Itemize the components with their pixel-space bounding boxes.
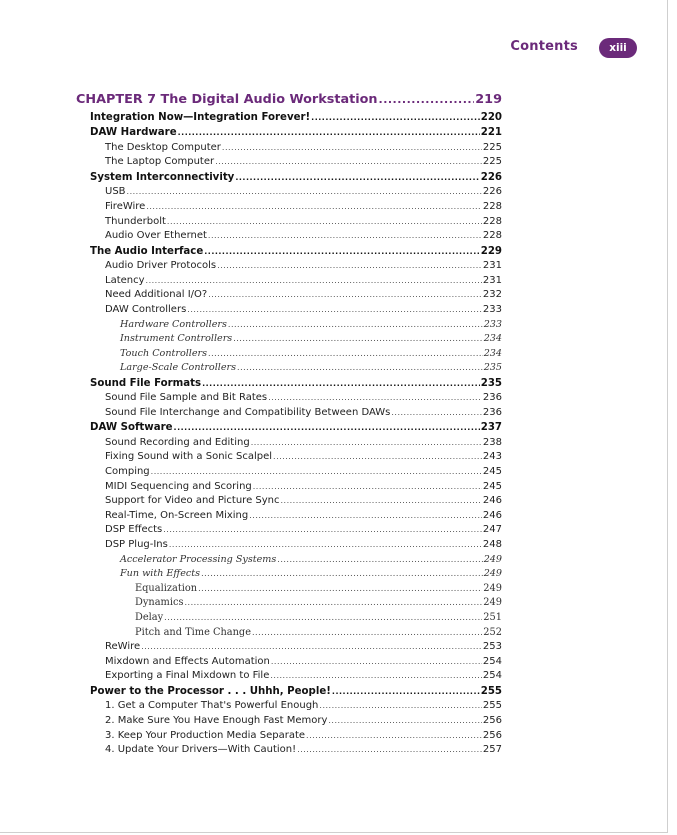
entry-title: MIDI Sequencing and Scoring <box>105 480 252 492</box>
toc-entry[interactable] <box>76 684 502 699</box>
entry-page: 236 <box>482 406 502 418</box>
dot-leader <box>277 553 482 568</box>
entry-title: The Laptop Computer <box>105 156 215 168</box>
dot-leader <box>217 259 482 274</box>
entry-page: 247 <box>482 524 502 536</box>
entry-title: 2. Make Sure You Have Enough Fast Memory <box>105 714 328 726</box>
entry-page: 249 <box>483 597 502 609</box>
toc-entry[interactable] <box>76 582 502 597</box>
toc-entry[interactable] <box>76 714 502 729</box>
toc-entry[interactable] <box>76 729 502 744</box>
dot-leader <box>281 494 482 509</box>
entry-title: Delay <box>135 611 164 623</box>
toc-entry[interactable] <box>76 376 502 391</box>
entry-title: USB <box>105 186 126 198</box>
entry-page: 234 <box>483 333 502 345</box>
entry-title: Sound File Interchange and Compatibility Between DAWs <box>105 406 391 418</box>
toc-entry[interactable] <box>76 155 502 170</box>
entry-page: 256 <box>482 729 502 741</box>
entry-title: DSP Plug-Ins <box>105 539 168 550</box>
dot-leader <box>271 655 482 670</box>
dot-leader <box>169 538 482 553</box>
dot-leader <box>198 582 482 597</box>
entry-page: 249 <box>483 582 502 594</box>
toc-entry[interactable] <box>76 125 502 140</box>
entry-title: Fun with Effects <box>120 568 201 580</box>
toc-entry[interactable] <box>76 391 502 406</box>
dot-leader <box>251 436 482 451</box>
running-header <box>0 38 677 60</box>
dot-leader <box>253 480 482 495</box>
entry-page: 254 <box>482 670 502 682</box>
entry-page: 231 <box>482 274 502 286</box>
dot-leader <box>311 110 480 125</box>
dot-leader <box>306 729 482 744</box>
entry-page: 249 <box>483 568 502 580</box>
entry-title: 1. Get a Computer That's Powerful Enough <box>105 700 319 712</box>
dot-leader <box>163 523 482 538</box>
toc-entry[interactable] <box>76 141 502 156</box>
entry-page: 225 <box>482 156 502 168</box>
dot-leader <box>167 215 482 230</box>
dot-leader <box>151 465 482 480</box>
entry-title: The Desktop Computer <box>105 141 221 153</box>
entry-title: DAW Controllers <box>105 303 187 315</box>
entry-page: 252 <box>483 626 502 638</box>
toc-entry[interactable] <box>76 494 502 509</box>
entry-title: 3. Keep Your Production Media Separate <box>105 729 306 741</box>
toc-entry[interactable] <box>76 229 502 244</box>
dot-leader <box>174 420 480 435</box>
dot-leader <box>141 640 482 655</box>
entry-page: 237 <box>480 422 502 434</box>
page-number-badge: xiii <box>599 38 637 58</box>
entry-title: The Audio Interface <box>90 245 204 257</box>
toc-entry[interactable] <box>76 509 502 524</box>
entry-title: 4. Update Your Drivers—With Caution! <box>105 744 297 756</box>
dot-leader <box>202 376 480 391</box>
entry-title: Sound File Sample and Bit Rates <box>105 392 268 404</box>
entry-page: 238 <box>482 436 502 448</box>
toc-entry[interactable] <box>76 450 502 465</box>
entry-title: Latency <box>105 274 145 286</box>
dot-leader <box>228 318 483 333</box>
entry-page: 256 <box>482 714 502 726</box>
entry-page: 221 <box>480 127 502 139</box>
dot-leader <box>297 743 482 758</box>
table-of-contents <box>76 90 502 758</box>
dot-leader <box>233 332 482 347</box>
toc-entry[interactable] <box>76 626 502 641</box>
entry-page: 235 <box>480 377 502 389</box>
entry-page: 246 <box>482 495 502 507</box>
entry-title: Fixing Sound with a Sonic Scalpel <box>105 451 273 463</box>
entry-title: Accelerator Processing Systems <box>120 553 277 565</box>
entry-page: 228 <box>482 200 502 212</box>
entry-title: ReWire <box>105 641 141 653</box>
toc-entry[interactable] <box>76 420 502 435</box>
toc-entry[interactable] <box>76 567 502 582</box>
entry-title: System Interconnectivity <box>90 171 235 183</box>
entry-title: Need Additional I/O? <box>105 289 208 301</box>
toc-entry[interactable] <box>76 669 502 684</box>
dot-leader <box>127 185 482 200</box>
entry-title: DAW Hardware <box>90 127 177 139</box>
entry-page: 243 <box>482 451 502 463</box>
entry-title: Integration Now—Integration Forever! <box>90 112 311 123</box>
dot-leader <box>235 170 479 185</box>
toc-entry[interactable] <box>76 259 502 274</box>
toc-entry[interactable] <box>76 523 502 538</box>
dot-leader <box>252 626 482 641</box>
entry-page: 245 <box>482 466 502 478</box>
dot-leader <box>208 347 483 362</box>
toc-entry[interactable] <box>76 611 502 626</box>
header-title: Contents <box>510 39 578 54</box>
entry-page: 246 <box>482 509 502 521</box>
toc-entry[interactable] <box>76 170 502 185</box>
toc-entry[interactable] <box>76 743 502 758</box>
entry-page: 254 <box>482 655 502 667</box>
entry-page: 257 <box>482 744 502 756</box>
entry-title: Mixdown and Effects Automation <box>105 655 270 667</box>
entry-title: Dynamics <box>135 597 184 609</box>
entry-page: 226 <box>480 171 502 183</box>
dot-leader <box>208 229 482 244</box>
chapter-title: CHAPTER 7 The Digital Audio Workstation <box>76 92 378 107</box>
toc-entry[interactable] <box>76 200 502 215</box>
chapter-page: 219 <box>475 92 502 107</box>
entry-page: 249 <box>483 553 502 565</box>
entry-page: 255 <box>480 685 502 697</box>
dot-leader <box>184 596 482 611</box>
entry-page: 234 <box>483 347 502 359</box>
entry-title: Equalization <box>135 582 198 594</box>
entry-title: Touch Controllers <box>120 347 208 359</box>
entry-title: Thunderbolt <box>105 215 166 227</box>
toc-entry[interactable] <box>76 655 502 670</box>
toc-entry[interactable] <box>76 332 502 347</box>
entry-page: 236 <box>482 392 502 404</box>
entry-page: 220 <box>480 112 502 123</box>
entry-title: DAW Software <box>90 422 173 434</box>
dot-leader <box>215 155 482 170</box>
entry-title: Instrument Controllers <box>120 333 233 345</box>
entry-page: 226 <box>482 186 502 198</box>
toc-entry[interactable] <box>76 436 502 451</box>
entry-title: Comping <box>105 466 150 478</box>
entry-page: 229 <box>480 245 502 257</box>
dot-leader <box>204 244 480 259</box>
dot-leader <box>222 141 482 156</box>
dot-leader <box>187 303 482 318</box>
dot-leader <box>164 611 482 626</box>
dot-leader <box>391 406 482 421</box>
toc-entry[interactable] <box>76 215 502 230</box>
entry-title: DSP Effects <box>105 524 163 536</box>
entry-title: Real-Time, On-Screen Mixing <box>105 509 249 521</box>
entry-title: Sound Recording and Editing <box>105 436 250 448</box>
entry-page: 245 <box>482 480 502 492</box>
dot-leader <box>319 699 482 714</box>
dot-leader <box>268 391 482 406</box>
toc-entry[interactable] <box>76 640 502 655</box>
entry-page: 233 <box>483 318 502 330</box>
toc-entry[interactable] <box>76 480 502 495</box>
entry-page: 228 <box>482 215 502 227</box>
dot-leader <box>146 274 482 289</box>
toc-entry[interactable] <box>76 406 502 421</box>
entry-title: Exporting a Final Mixdown to File <box>105 670 270 682</box>
dot-leader <box>379 90 475 109</box>
toc-entry[interactable] <box>76 110 502 125</box>
chapter-heading[interactable] <box>76 90 502 109</box>
entry-page: 231 <box>482 260 502 272</box>
entry-title: Hardware Controllers <box>120 318 227 330</box>
entry-title: Audio Over Ethernet <box>105 230 207 242</box>
toc-entry[interactable] <box>76 303 502 318</box>
dot-leader <box>237 361 483 376</box>
entry-title: Sound File Formats <box>90 377 202 389</box>
entry-title: Pitch and Time Change <box>135 626 252 638</box>
entry-title: Support for Video and Picture Sync <box>105 495 280 507</box>
dot-leader <box>146 200 482 215</box>
dot-leader <box>201 567 483 582</box>
entry-page: 228 <box>482 230 502 242</box>
toc-entry[interactable] <box>76 465 502 480</box>
dot-leader <box>249 509 482 524</box>
entry-page: 255 <box>482 700 502 712</box>
toc-entry[interactable] <box>76 361 502 376</box>
toc-entry[interactable] <box>76 318 502 333</box>
entry-title: FireWire <box>105 200 146 212</box>
toc-entry[interactable] <box>76 347 502 362</box>
entry-page: 251 <box>483 611 502 623</box>
entry-page: 253 <box>482 641 502 653</box>
toc-entry[interactable] <box>76 185 502 200</box>
entry-page: 225 <box>482 141 502 153</box>
entry-title: Power to the Processor . . . Uhhh, People! <box>90 685 331 697</box>
entry-page: 235 <box>483 362 502 374</box>
toc-entry[interactable] <box>76 288 502 303</box>
entry-page: 248 <box>482 539 502 550</box>
dot-leader <box>273 450 482 465</box>
dot-leader <box>270 669 482 684</box>
toc-entry[interactable] <box>76 274 502 289</box>
dot-leader <box>332 684 480 699</box>
entry-title: Audio Driver Protocols <box>105 260 217 272</box>
toc-entry[interactable] <box>76 699 502 714</box>
toc-entry[interactable] <box>76 596 502 611</box>
toc-entry[interactable] <box>76 538 502 553</box>
dot-leader <box>208 288 482 303</box>
entry-title: Large-Scale Controllers <box>120 362 237 374</box>
toc-entry[interactable] <box>76 553 502 568</box>
entry-page: 233 <box>482 303 502 315</box>
dot-leader <box>328 714 482 729</box>
entry-page: 232 <box>482 289 502 301</box>
dot-leader <box>178 125 480 140</box>
toc-entry[interactable] <box>76 244 502 259</box>
